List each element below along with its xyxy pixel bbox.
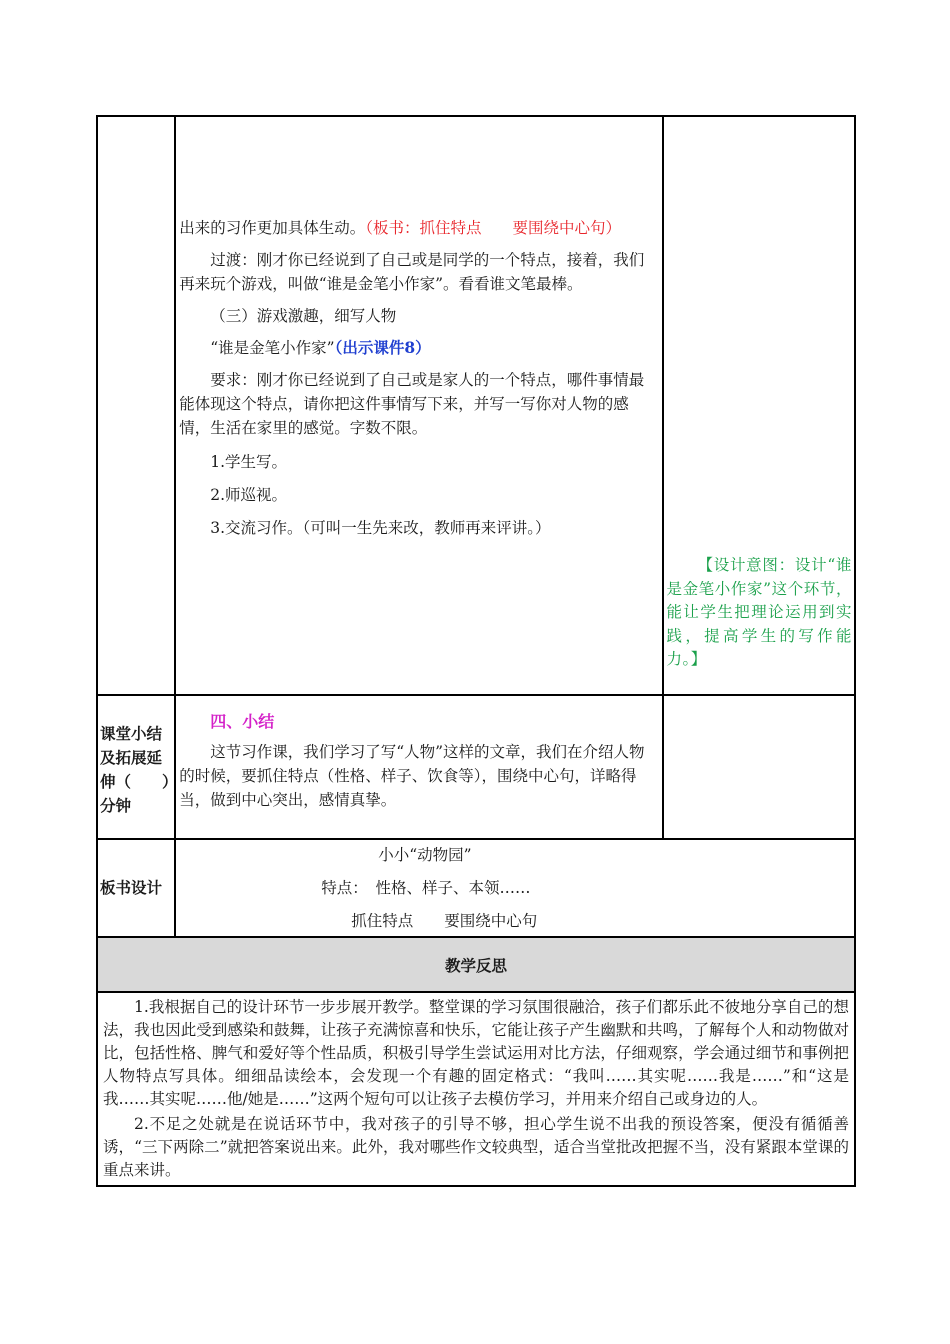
paragraph-requirement: 要求：刚才你已经说到了自己或是家人的一个特点，哪件事情最能体现这个特点，请你把这件事情写下来，并写一写你对人物的感情，生活在家里的感觉。字数不限。 <box>179 371 645 437</box>
step-3: 3.交流习作。（可叫一生先来改，教师再来评讲。） <box>210 519 551 537</box>
reflection-body-row <box>97 992 855 1186</box>
reflection-paragraph-2: 2.不足之处就是在说话环节中，我对孩子的引导不够，担心学生说不出我的预设答案，便没有循循善诱，“三下两除二”就把答案说出来。此外，我对哪些作文较典型，适合当堂批改把握不当，没有紧跟本堂课的重点来讲。 <box>103 1115 849 1179</box>
reflection-paragraph-1: 1.我根据自己的设计环节一步步展开教学。整堂课的学习氛围很融洽，孩子们都乐此不彼地分享自己的想法，我也因此受到感染和鼓舞，让孩子充满惊喜和快乐，它能让孩子产生幽默和共鸣，了解每个人和动物做对比，包括性格、脾气和爱好等个性品质，积极引导学生尝试运用对比方法，仔细观察，学会通过细节和事例把人物特点写具体。细细品读绘本，会发现一个有趣的固定格式：“我叫……其实呢……我是……”和“这是我……其实呢……他/她是……”这两个短句可以让孩子去模仿学习，并用来介绍自己或身边的人。 <box>103 998 849 1108</box>
summary-row <box>97 695 855 839</box>
board-note-red: （板书：抓住特点 要围绕中心句） <box>365 219 621 237</box>
row1-content-cell <box>175 116 663 695</box>
board-line-3: 抓住特点 要围绕中心句 <box>351 912 538 930</box>
paragraph-transition: 过渡：刚才你已经说到了自己或是同学的一个特点，接着，我们再来玩个游戏，叫做“谁是金笔小作家”。看看谁文笔最棒。 <box>179 251 645 293</box>
board-row <box>97 839 855 937</box>
courseware-note-blue: （出示课件8） <box>334 338 431 357</box>
activity-row <box>97 116 855 695</box>
step-2: 2.师巡视。 <box>210 486 287 504</box>
board-line-2: 特点： 性格、样子、本领…… <box>321 879 531 897</box>
paragraph-writing-vivid: 出来的习作更加具体生动。（板书：抓住特点 要围绕中心句） <box>179 219 621 237</box>
design-intent-note: 【设计意图：设计“谁是金笔小作家”这个环节，能让学生把理论运用到实践，提高学生的写作能力。】 <box>666 556 852 668</box>
summary-heading: 四、小结 <box>210 712 275 731</box>
reflection-title: 教学反思 <box>97 937 855 992</box>
reflection-body-cell <box>97 992 855 1186</box>
row1-note-cell <box>663 116 855 695</box>
summary-content-cell <box>175 695 663 839</box>
board-content-cell <box>175 839 855 937</box>
summary-label: 课堂小结及拓展延伸（ ）分钟 <box>100 725 170 815</box>
game-title: “谁是金笔小作家”（出示课件8） <box>210 338 431 357</box>
board-line-1: 小小“动物园” <box>378 846 472 864</box>
lesson-plan-table <box>96 115 856 1187</box>
summary-text: 这节习作课，我们学习了写“人物”这样的文章，我们在介绍人物的时候，要抓住特点（性格、样子、饮食等），围绕中心句，详略得当，做到中心突出，感情真挚。 <box>179 743 645 809</box>
board-label-cell <box>97 839 175 937</box>
board-label: 板书设计 <box>100 879 163 897</box>
reflection-header-row <box>97 937 855 992</box>
summary-note-cell <box>663 695 855 839</box>
summary-label-cell <box>97 695 175 839</box>
row1-label-cell <box>97 116 175 695</box>
section-heading-game: （三）游戏激趣，细写人物 <box>210 307 397 325</box>
step-1: 1.学生写。 <box>210 453 287 471</box>
